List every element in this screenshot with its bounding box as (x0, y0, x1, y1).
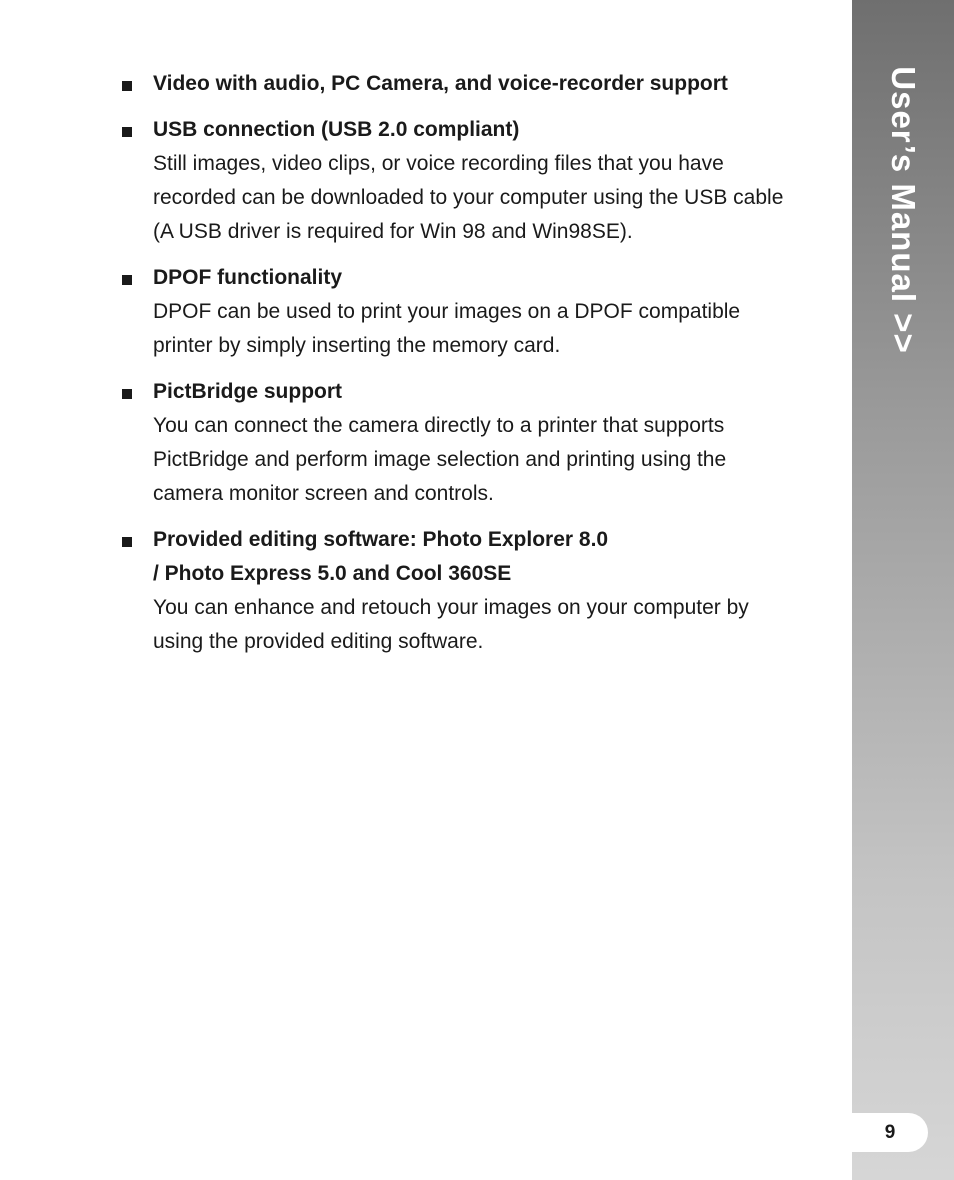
bullet-square-icon (122, 127, 132, 137)
feature-list (118, 67, 842, 671)
feature-description: Still images, video clips, or voice recording files that you have (153, 152, 724, 175)
page-number: 9 (852, 1113, 928, 1152)
bullet-square-icon (122, 537, 132, 547)
feature-item (118, 261, 842, 363)
feature-item (118, 375, 842, 511)
feature-heading: Video with audio, PC Camera, and voice-recorder support (153, 72, 728, 95)
manual-title: User’s Manual >> (885, 66, 922, 354)
feature-description: You can enhance and retouch your images on your computer by (153, 596, 749, 619)
feature-heading: Provided editing software: Photo Explorer 8.0 (153, 528, 609, 551)
feature-description: (A USB driver is required for Win 98 and Win98SE). (153, 220, 633, 243)
feature-item (118, 67, 842, 101)
bullet-square-icon (122, 389, 132, 399)
feature-heading: / Photo Express 5.0 and Cool 360SE (153, 562, 512, 585)
feature-heading: PictBridge support (153, 380, 343, 403)
feature-item (118, 523, 842, 659)
feature-description: You can connect the camera directly to a printer that supports (153, 414, 725, 437)
bullet-square-icon (122, 275, 132, 285)
bullet-square-icon (122, 81, 132, 91)
feature-description: recorded can be downloaded to your computer using the USB cable (153, 186, 784, 209)
feature-heading: DPOF functionality (153, 266, 342, 289)
feature-description: DPOF can be used to print your images on a DPOF compatible (153, 300, 741, 323)
feature-description: PictBridge and perform image selection and printing using the (153, 448, 727, 471)
feature-heading: USB connection (USB 2.0 compliant) (153, 118, 520, 141)
feature-description: using the provided editing software. (153, 630, 484, 653)
feature-item (118, 113, 842, 249)
feature-description: camera monitor screen and controls. (153, 482, 494, 505)
feature-description: printer by simply inserting the memory card. (153, 334, 561, 357)
